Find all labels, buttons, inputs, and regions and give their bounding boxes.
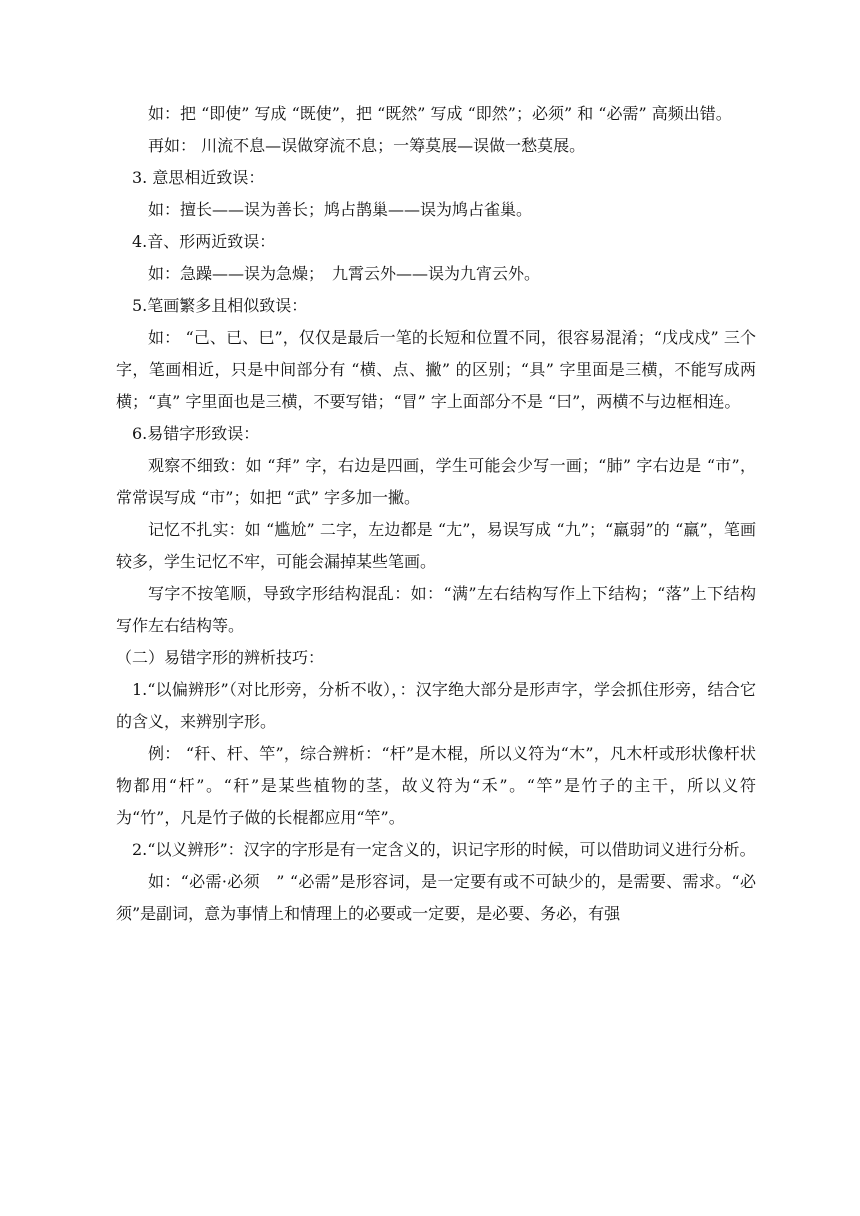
paragraph-12: 写字不按笔顺，导致字形结构混乱：如：“满”左右结构写作上下结构；“落”上下结构写作左右结构等。 xyxy=(116,584,756,635)
paragraph-10: 观察不细致：如 “拜” 字，右边是四画，学生可能会少写一画；“肺” 字右边是 “市”，常常误写成 “市”；如把 “武” 字多加一撇。 xyxy=(116,456,756,507)
paragraph-2: 再如： 川流不息—误做穿流不息；一筹莫展—误做一愁莫展。 xyxy=(148,136,586,155)
document-body xyxy=(116,98,756,930)
paragraph-17: 如：“必需·必须 ” “必需”是形容词，是一定要有或不可缺少的，是需要、需求。“必须”是副词，意为事情上和情理上的必要或一定要，是必要、务必，有强 xyxy=(116,872,756,923)
paragraph-8: 如： “己、已、巳”，仅仅是最后一笔的长短和位置不同，很容易混淆；“戊戌戍” 三个字，笔画相近，只是中间部分有 “横、点、撇” 的区别；“具” 字里面是三横，不能写成两横；“真” 字里面也是三横，不要写错；“冒” 字上面部分不是 “曰”，两横不与边框相连。 xyxy=(116,328,756,411)
paragraph-14: 1.“以偏辨形”（对比形旁，分析不收），：汉字绝大部分是形声字，学会抓住形旁，结合它的含义，来辨别字形。 xyxy=(116,680,756,731)
paragraph-1: 如：把 “即使” 写成 “既使”，把 “既然” 写成 “即然”；必须” 和 “必需” 高频出错。 xyxy=(148,104,732,123)
section-heading-2: （二）易错字形的辨析技巧： xyxy=(116,648,325,667)
paragraph-11: 记忆不扎实：如 “尴尬” 二字，左边都是 “尢”，易误写成 “九”；“羸弱”的 “羸”，笔画较多，学生记忆不牢，可能会漏掉某些笔画。 xyxy=(116,520,756,571)
paragraph-7-heading: 5.笔画繁多且相似致误： xyxy=(132,296,308,315)
paragraph-6: 如：急躁——误为急燥； 九霄云外——误为九宵云外。 xyxy=(148,264,541,283)
paragraph-16: 2.“以义辨形”：汉字的字形是有一定含义的，识记字形的时候，可以借助词义进行分析。 xyxy=(132,840,756,859)
paragraph-9-heading: 6.易错字形致误： xyxy=(132,424,260,443)
paragraph-4: 如：擅长——误为善长；鸠占鹊巢——误为鸠占雀巢。 xyxy=(148,200,533,219)
paragraph-5-heading: 4.音、形两近致误： xyxy=(132,232,276,251)
paragraph-3-heading: 3. 意思相近致误： xyxy=(132,168,265,187)
paragraph-15: 例： “秆、杆、竿”，综合辨析：“杆”是木棍，所以义符为“木”，凡木杆或形状像杆状物都用“杆”。“秆”是某些植物的茎，故义符为“禾”。“竿”是竹子的主干，所以义符为“竹”，凡是竹子做的长棍都应用“竿”。 xyxy=(116,744,756,827)
